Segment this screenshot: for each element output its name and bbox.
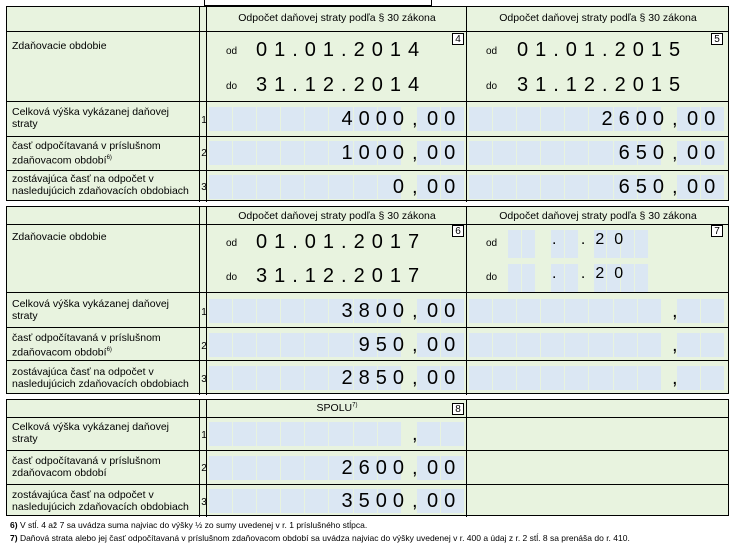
comma: , [672,176,678,198]
od-label-6: od [226,238,238,249]
value-cells [209,141,464,165]
comma: , [672,108,678,130]
deductible-label: časť odpočítavaná v príslušnom zdaňovacom období [12,455,161,479]
remaining-4[interactable]: 0 [392,176,410,198]
comma: , [412,176,418,198]
row-num-2: 2 [201,148,207,159]
value-cells [209,333,464,357]
date-to-4[interactable]: 31.12.2014 [256,74,427,96]
comma: , [412,142,418,164]
total-loss-5[interactable]: 2600 [601,108,670,130]
date-from-4[interactable]: 01.01.2014 [256,39,427,61]
col-num-4: 4 [452,33,464,45]
footnote-7: 7) Daňová strata alebo jej časť odpočítavaná v príslušnom zdaňovacom období sa uvádza najviac do výšky uvedenej v r. 400 a údaj z r. 2 stĺ. 8 sa prenáša do r. 410. [10,533,630,543]
deductible-6[interactable]: 950 [358,334,410,356]
row-num-1: 1 [201,307,207,318]
do-label-4: do [226,81,238,92]
remaining-6[interactable]: 2850 [341,367,410,389]
do-label-7: do [486,272,498,283]
remaining-4-dec[interactable]: 00 [427,176,462,198]
total-remaining[interactable]: 3500 [341,490,410,512]
comma: , [672,367,678,389]
comma: , [412,490,418,512]
deductible-4[interactable]: 1000 [341,142,410,164]
col-header-5: Odpočet daňovej straty podľa § 30 zákona [499,12,697,24]
remaining-6-dec[interactable]: 00 [427,367,462,389]
col-num-7: 7 [711,225,723,237]
total-label: Celková výška vykázanej daňovej straty [12,106,169,130]
total-label: Celková výška vykázanej daňovej straty [12,421,169,445]
row-num-1: 1 [201,115,207,126]
deductible-label: časť odpočítavaná v príslušnom zdaňovacom období$^{6)}$ [12,332,161,359]
value-cells [469,333,724,357]
value-cells [209,107,464,131]
comma: , [412,457,418,479]
date-to-6[interactable]: 31.12.2017 [256,265,427,287]
col-header-4: Odpočet daňovej straty podľa § 30 zákona [238,12,436,24]
od-label-4: od [226,46,238,57]
total-deductible-dec[interactable]: 00 [427,457,462,479]
value-cells [469,107,724,131]
total-loss-6-dec[interactable]: 00 [427,300,462,322]
spolu-header: SPOLU$^{7)}$ [316,402,358,414]
value-cells [209,456,464,480]
total-loss-4[interactable]: 4000 [341,108,410,130]
date-to-7[interactable]: . .20 [552,265,634,282]
value-cells [209,489,464,513]
comma: , [412,300,418,322]
do-label-5: do [486,81,498,92]
od-label-7: od [486,238,498,249]
total-loss-4-dec[interactable]: 00 [427,108,462,130]
total-loss-6[interactable]: 3800 [341,300,410,322]
row-num-2: 2 [201,463,207,474]
value-cells [469,141,724,165]
deductible-5-dec[interactable]: 00 [687,142,722,164]
total-loss-5-dec[interactable]: 00 [687,108,722,130]
remaining-5[interactable]: 650 [618,176,670,198]
col-header-7: Odpočet daňovej straty podľa § 30 zákona [499,210,697,222]
col-header-6: Odpočet daňovej straty podľa § 30 zákona [238,210,436,222]
remaining-5-dec[interactable]: 00 [687,176,722,198]
col-num-6: 6 [452,225,464,237]
value-cells [209,422,464,446]
row-num-3: 3 [201,374,207,385]
comma: , [412,423,418,445]
row-num-2: 2 [201,341,207,352]
date-from-5[interactable]: 01.01.2015 [517,39,688,61]
deductible-6-dec[interactable]: 00 [427,334,462,356]
footnote-6: 6) V stĺ. 4 až 7 sa uvádza suma najviac do výšky ½ zo sumy uvedenej v r. 1 príslušného stĺpca. [10,520,368,530]
total-label: Celková výška vykázanej daňovej straty [12,298,169,322]
date-from-7[interactable]: . .20 [552,231,634,248]
period-label: Zdaňovacie obdobie [12,40,107,52]
comma: , [672,300,678,322]
comma: , [412,367,418,389]
section-1 [6,6,729,201]
do-label-6: do [226,272,238,283]
comma: , [412,108,418,130]
period-label: Zdaňovacie obdobie [12,231,107,243]
col-num-8: 8 [452,403,464,415]
value-cells [209,299,464,323]
deductible-5[interactable]: 650 [618,142,670,164]
value-cells [209,366,464,390]
remaining-label: zostávajúca časť na odpočet v nasledujúcich zdaňovacích obdobiach [12,489,189,513]
deductible-label: časť odpočítavaná v príslušnom zdaňovacom období$^{6)}$ [12,140,161,167]
row-num-1: 1 [201,430,207,441]
value-cells [469,366,724,390]
value-cells [469,175,724,199]
remaining-label: zostávajúca časť na odpočet v nasledujúcich zdaňovacích obdobiach [12,366,189,390]
total-deductible[interactable]: 2600 [341,457,410,479]
value-cells [469,299,724,323]
value-cells [209,175,464,199]
comma: , [412,334,418,356]
od-label-5: od [486,46,498,57]
deductible-4-dec[interactable]: 00 [427,142,462,164]
date-from-6[interactable]: 01.01.2017 [256,231,427,253]
col-num-5: 5 [711,33,723,45]
row-num-3: 3 [201,497,207,508]
row-num-3: 3 [201,182,207,193]
comma: , [672,334,678,356]
date-to-5[interactable]: 31.12.2015 [517,74,688,96]
total-remaining-dec[interactable]: 00 [427,490,462,512]
comma: , [672,142,678,164]
remaining-label: zostávajúca časť na odpočet v nasledujúcich zdaňovacích obdobiach [12,173,189,197]
